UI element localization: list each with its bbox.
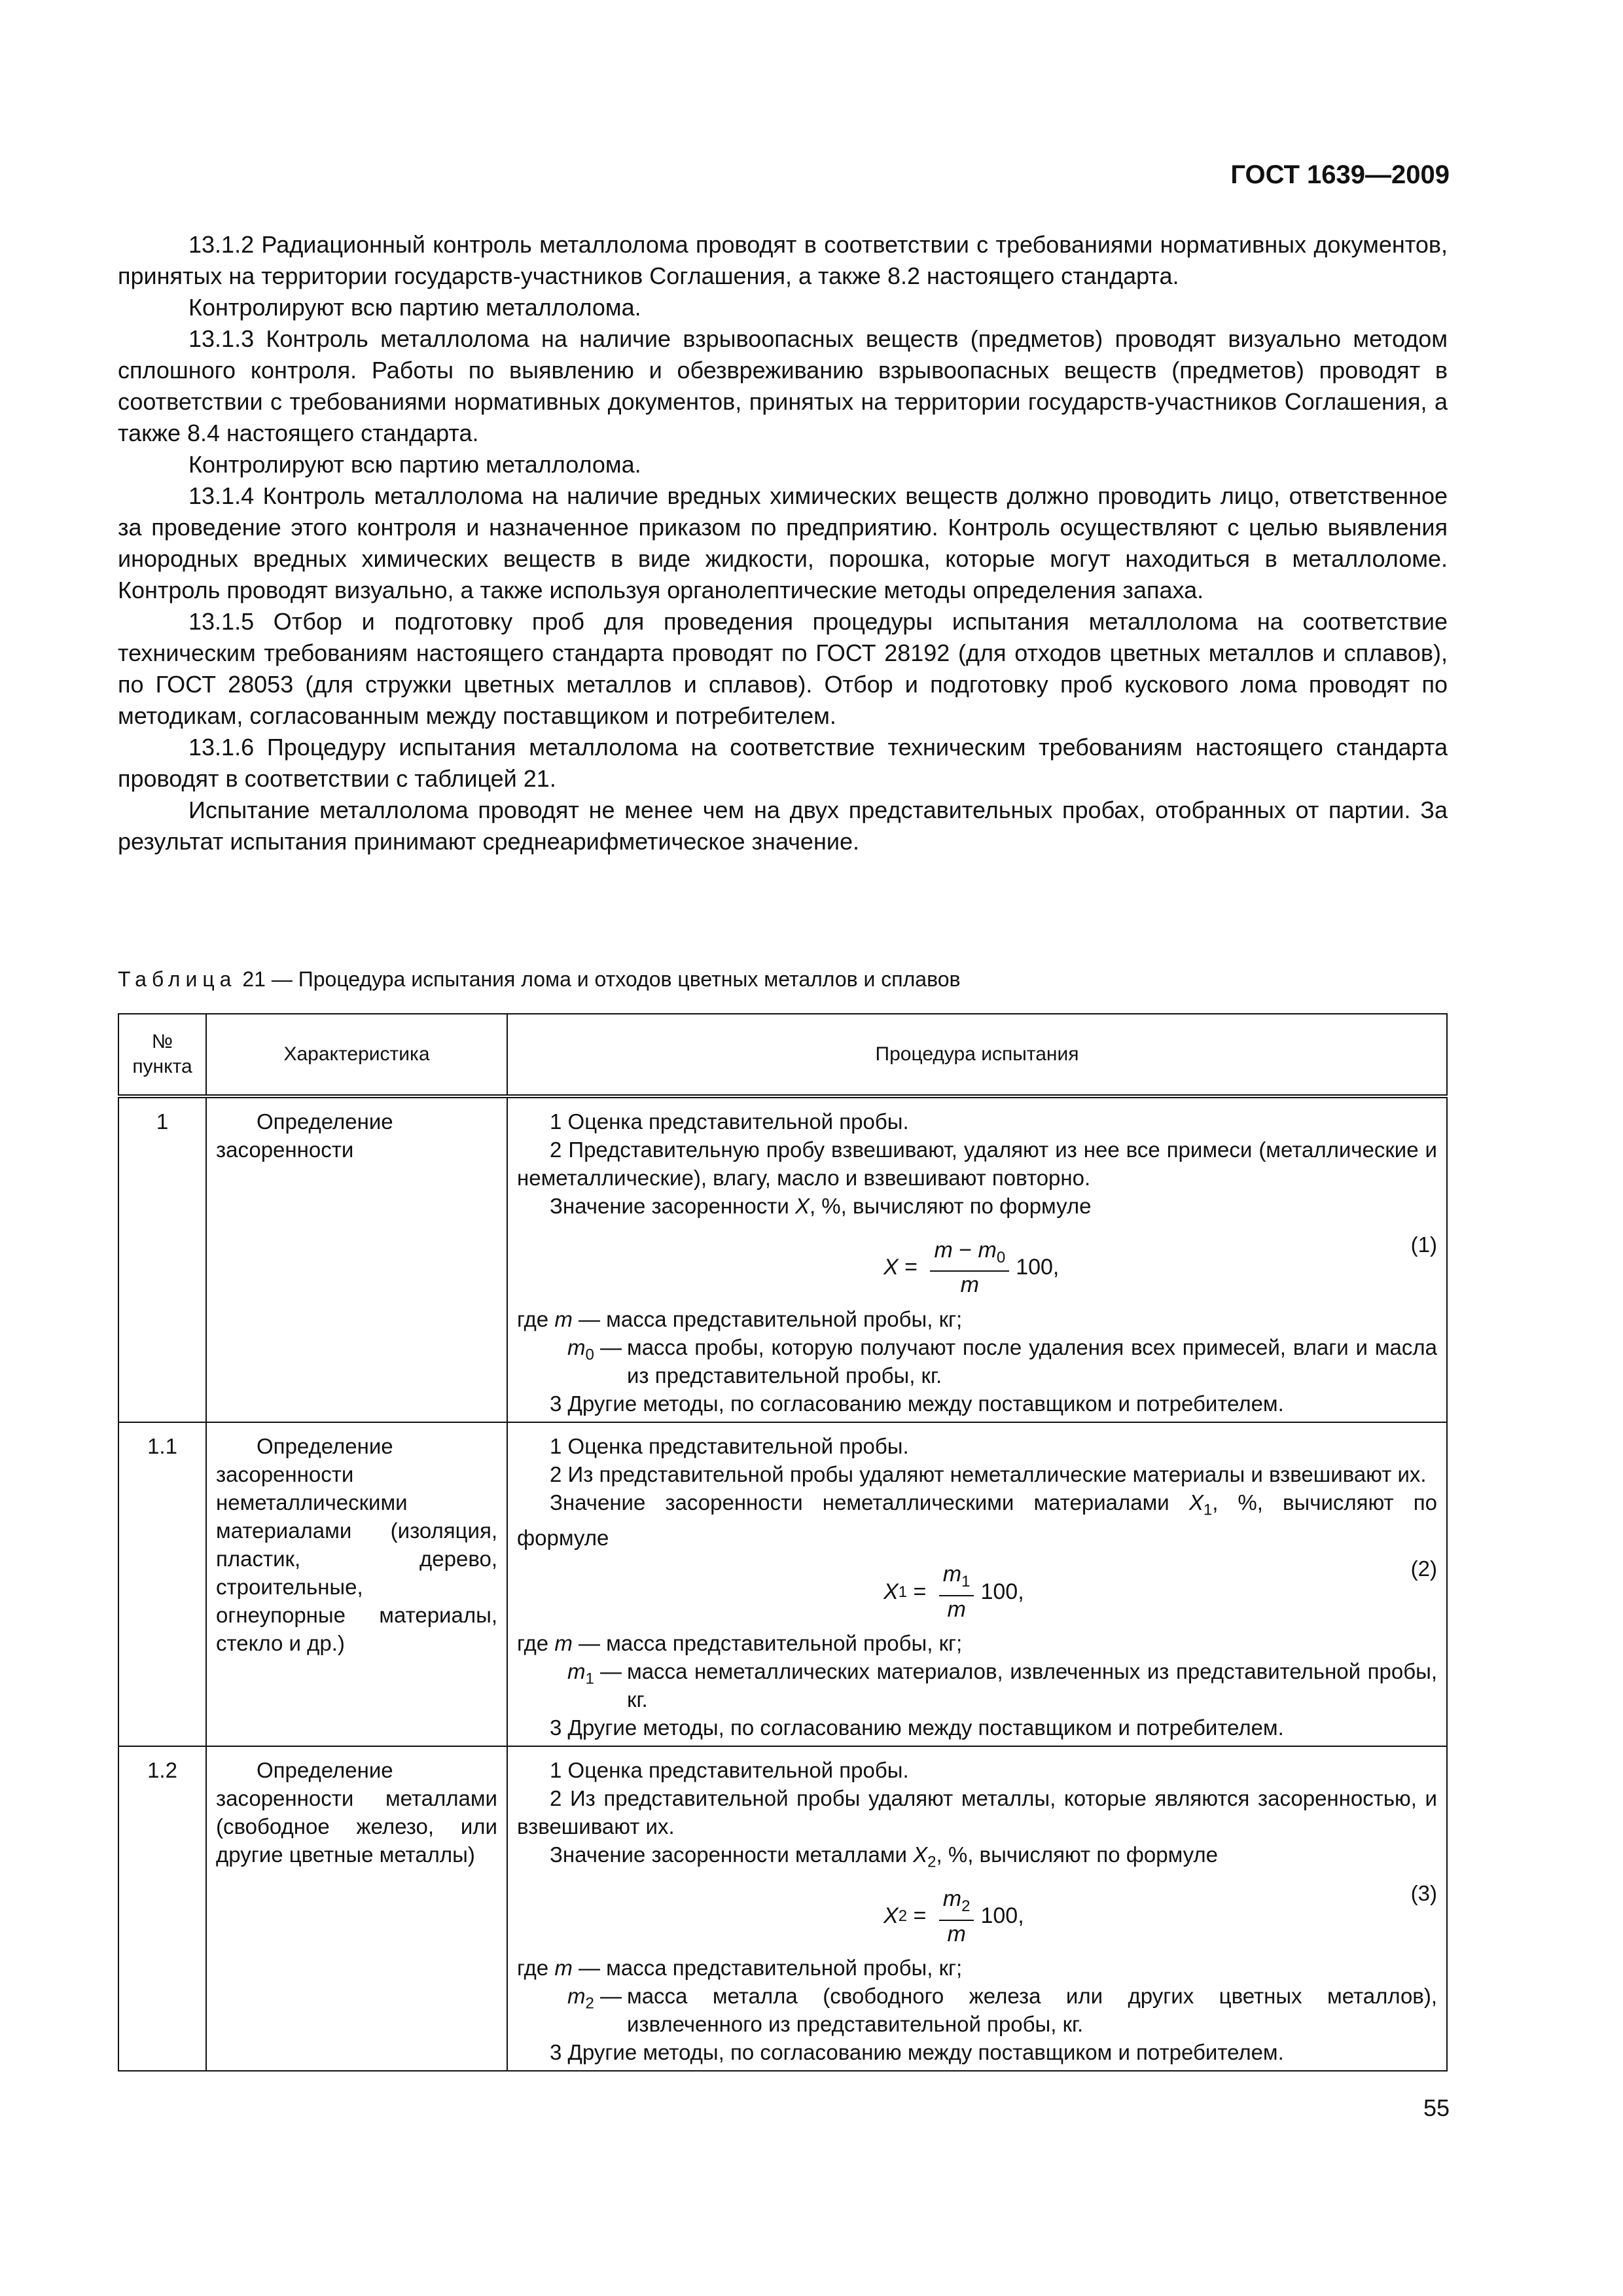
formula-block: X 2 = $\frac{m_2}{m}$ 100, (3) — [517, 1876, 1437, 1954]
procedure-step: 1 Оценка представительной пробы. — [550, 1758, 909, 1783]
row-num: 1 — [118, 1096, 206, 1422]
header-num: № пункта — [118, 1014, 206, 1096]
where-line: $m_0$ — масса пробы, которую получают после удаления всех примесей, влаги и масла из представительной пробы, кг. — [567, 1335, 1437, 1388]
formula-intro: Значение засоренности металлами $X_2$, %, вычисляют по формуле — [550, 1842, 1219, 1871]
row-procedure — [507, 1746, 1447, 2071]
procedure-table — [118, 1013, 1448, 2072]
paragraph: Контролируют всю партию металлолома. — [188, 294, 641, 321]
paragraph: 13.1.5 Отбор и подготовку проб для проведения процедуры испытания металлолома на соответствие техническим требованиям настоящего стандарта проводят по ГОСТ 28192 (для отходов цветных металлов и сплавов), по ГОСТ 28053 (для стружки цветных металлов и сплавов). Отбор и подготовку проб кускового лома проводят по методикам, согласованным между поставщиком и потребителем. — [118, 608, 1448, 729]
paragraph: 13.1.6 Процедуру испытания металлолома на соответствие техническим требованиям настоящего стандарта проводят в соответствии с таблицей 21. — [118, 734, 1448, 792]
formula-fraction: $\frac{m_2}{m}$ — [939, 1886, 974, 1947]
page-number: 55 — [1423, 2094, 1450, 2121]
equation-number: (3) — [1410, 1880, 1437, 1905]
header-procedure: Процедура испытания — [507, 1014, 1447, 1096]
where-line: где m — масса представительной пробы, кг; — [517, 1306, 963, 1331]
equation-number: (2) — [1410, 1556, 1437, 1581]
procedure-step: 3 Другие методы, по согласованию между поставщиком и потребителем. — [550, 2039, 1284, 2064]
row-characteristic: Определение засоренности неметаллическими материалами (изоляция, пластик, дерево, строительные, огнеупорные материалы, стекло и др.) — [206, 1422, 507, 1747]
row-num: 1.2 — [118, 1746, 206, 2071]
table-caption — [118, 967, 961, 992]
procedure-step: 1 Оценка представительной пробы. — [550, 1109, 909, 1134]
formula-fraction: $\frac{m_1}{m}$ — [939, 1561, 974, 1623]
table-row — [118, 1746, 1447, 2071]
formula-block: X = $\frac{m - m_0}{m}$ 100, (1) — [517, 1228, 1437, 1305]
procedure-step: 1 Оценка представительной пробы. — [550, 1433, 909, 1458]
paragraph: 13.1.4 Контроль металлолома на наличие вредных химических веществ должно проводить лицо, ответственное за проведение этого контроля и назначенное приказом по предприятию. Контроль осуществляют с целью выявления инородных вредных химических веществ в виде жидкости, порошка, которые могут находиться в металлоломе. Контроль проводят визуально, а также используя органолептические методы определения запаха. — [118, 482, 1448, 603]
table-row — [118, 1096, 1447, 1422]
formula-intro: Значение засоренности неметаллическими материалами $X_1$, %, вычисляют по формуле — [517, 1490, 1437, 1551]
table-caption-word: Таблица — [118, 967, 237, 991]
row-characteristic: Определение засоренности — [206, 1096, 507, 1422]
table-row — [118, 1422, 1447, 1747]
header-characteristic: Характеристика — [206, 1014, 507, 1096]
paragraph: Контролируют всю партию металлолома. — [188, 451, 641, 478]
body-text — [118, 229, 1448, 857]
procedure-step: 3 Другие методы, по согласованию между поставщиком и потребителем. — [550, 1391, 1284, 1416]
formula-block: X 1 = $\frac{m_1}{m}$ 100, (2) — [517, 1552, 1437, 1629]
procedure-step: 2 Из представительной пробы удаляют металлы, которые являются засоренностью, и взвешивают их. — [517, 1786, 1437, 1839]
row-num: 1.1 — [118, 1422, 206, 1747]
table-header-row — [118, 1014, 1447, 1096]
paragraph: 13.1.2 Радиационный контроль металлолома проводят в соответствии с требованиями нормативных документов, принятых на территории государств-участников Соглашения, а также 8.2 настоящего стандарта. — [118, 231, 1448, 289]
row-procedure — [507, 1422, 1447, 1747]
procedure-step: 2 Из представительной пробы удаляют неметаллические материалы и взвешивают их. — [550, 1462, 1427, 1486]
paragraph: 13.1.3 Контроль металлолома на наличие взрывоопасных веществ (предметов) проводят визуально методом сплошного контроля. Работы по выявлению и обезвреживанию взрывоопасных веществ (предметов) проводят в соответствии с требованиями нормативных документов, принятых на территории государств-участников Соглашения, а также 8.4 настоящего стандарта. — [118, 325, 1448, 446]
formula-intro: Значение засоренности X, %, вычисляют по формуле — [550, 1194, 1092, 1218]
where-line: где m — масса представительной пробы, кг; — [517, 1955, 963, 1980]
table-caption-title: 21 — Процедура испытания лома и отходов цветных металлов и сплавов — [236, 967, 961, 991]
where-line: $m_2$ — масса металла (свободного железа или других цветных металлов), извлеченного из представительной пробы, кг. — [567, 1983, 1437, 2036]
paragraph: Испытание металлолома проводят не менее чем на двух представительных пробах, отобранных от партии. За результат испытания принимают среднеарифметическое значение. — [118, 797, 1448, 855]
row-characteristic: Определение засоренности металлами (свободное железо, или другие цветные металлы) — [206, 1746, 507, 2071]
equation-number: (1) — [1410, 1232, 1437, 1257]
document-code: ГОСТ 1639—2009 — [1230, 160, 1450, 189]
procedure-step: 3 Другие методы, по согласованию между поставщиком и потребителем. — [550, 1715, 1284, 1740]
procedure-step: 2 Представительную пробу взвешивают, удаляют из нее все примеси (металлические и неметаллические), влагу, масло и взвешивают повторно. — [517, 1138, 1437, 1190]
formula-fraction: $\frac{m - m_0}{m}$ — [930, 1237, 1009, 1299]
row-procedure — [507, 1096, 1447, 1422]
where-line: $m_1$ — масса неметаллических материалов, извлеченных из представительной пробы, кг. — [567, 1659, 1437, 1712]
where-line: где m — масса представительной пробы, кг; — [517, 1631, 963, 1656]
